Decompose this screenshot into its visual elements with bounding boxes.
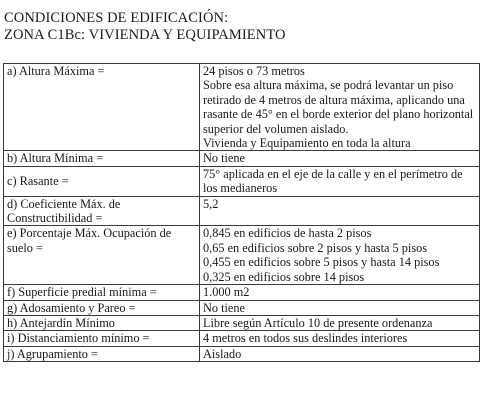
value-rasante (200, 166, 480, 196)
value-line: 24 pisos o 73 metros (203, 64, 305, 78)
value-line: los medianeros (203, 181, 278, 196)
label-rasante (4, 166, 200, 196)
value-ocupacion-suelo (200, 226, 480, 285)
label-text: j) Agrupamiento = (7, 346, 98, 361)
document-heading (4, 10, 286, 44)
label-text: d) Coeficiente Máx. de (7, 196, 121, 211)
value-line: Sobre esa altura máxima, se podrá levantar un piso (203, 78, 454, 93)
building-conditions-table (3, 63, 480, 362)
row-rasante (4, 166, 480, 196)
label-ocupacion-suelo (4, 226, 200, 285)
label-antejardin (4, 315, 200, 330)
label-text: Constructibilidad = (7, 211, 103, 226)
row-adosamiento-pareo (4, 300, 480, 315)
label-text: c) Rasante = (7, 174, 69, 189)
value-line: No tiene (203, 300, 246, 315)
row-ocupacion-suelo (4, 226, 480, 285)
value-line: Libre según Artículo 10 de presente ordenanza (203, 315, 433, 330)
value-line: 4 metros en todos sus deslindes interiores (203, 331, 408, 346)
label-text: b) Altura Mínima = (7, 151, 104, 166)
value-line: rasante de 45° en el borde exterior del plano horizontal (203, 107, 474, 122)
value-distanciamiento (200, 331, 480, 346)
label-text: e) Porcentaje Máx. Ocupación de (7, 226, 172, 241)
label-text: f) Superficie predial mínima = (7, 285, 157, 300)
value-line: 0,845 en edificios de hasta 2 pisos (203, 226, 372, 241)
value-line: 75° aplicada en el eje de la calle y en el perímetro de (203, 166, 463, 181)
label-adosamiento-pareo (4, 300, 200, 315)
value-antejardin (200, 315, 480, 330)
value-line: Vivienda y Equipamiento en toda la altura (203, 136, 411, 151)
row-antejardin (4, 315, 480, 330)
row-agrupamiento (4, 346, 480, 361)
value-adosamiento-pareo (200, 300, 480, 315)
value-line: 0,325 en edificios sobre 14 pisos (203, 269, 365, 284)
label-text: suelo = (7, 240, 43, 255)
value-altura-minima (200, 151, 480, 166)
label-distanciamiento (4, 331, 200, 346)
value-altura-maxima (200, 64, 480, 151)
label-text: i) Distanciamiento mínimo = (7, 331, 150, 346)
value-superficie-predial (200, 285, 480, 300)
label-superficie-predial (4, 285, 200, 300)
value-coeficiente-constructibilidad (200, 196, 480, 226)
label-agrupamiento (4, 346, 200, 361)
row-altura-maxima (4, 64, 480, 151)
value-line: retirado de 4 metros de altura máxima, aplicando una (203, 92, 465, 107)
row-coeficiente-constructibilidad (4, 196, 480, 226)
value-line: 0,455 en edificios sobre 5 pisos y hasta 14 pisos (203, 255, 440, 270)
heading-zone: ZONA C1Bc: VIVIENDA Y EQUIPAMIENTO (4, 27, 286, 43)
value-line: Aislado (203, 346, 242, 361)
value-line: superior del volumen aislado. (203, 121, 349, 136)
value-line: 1.000 m2 (203, 285, 250, 300)
row-distanciamiento (4, 331, 480, 346)
label-text: h) Antejardín Mínimo (7, 315, 115, 330)
value-agrupamiento (200, 346, 480, 361)
label-altura-maxima (4, 64, 200, 151)
label-altura-minima (4, 151, 200, 166)
label-text: a) Altura Máxima = (7, 64, 105, 78)
value-line: 5,2 (203, 196, 219, 211)
row-superficie-predial (4, 285, 480, 300)
row-altura-minima (4, 151, 480, 166)
heading-title: CONDICIONES DE EDIFICACIÓN: (4, 10, 229, 26)
label-coeficiente-constructibilidad (4, 196, 200, 226)
value-line: 0,65 en edificios sobre 2 pisos y hasta 5 pisos (203, 240, 428, 255)
label-text: g) Adosamiento y Pareo = (7, 300, 136, 315)
value-line: No tiene (203, 151, 246, 166)
